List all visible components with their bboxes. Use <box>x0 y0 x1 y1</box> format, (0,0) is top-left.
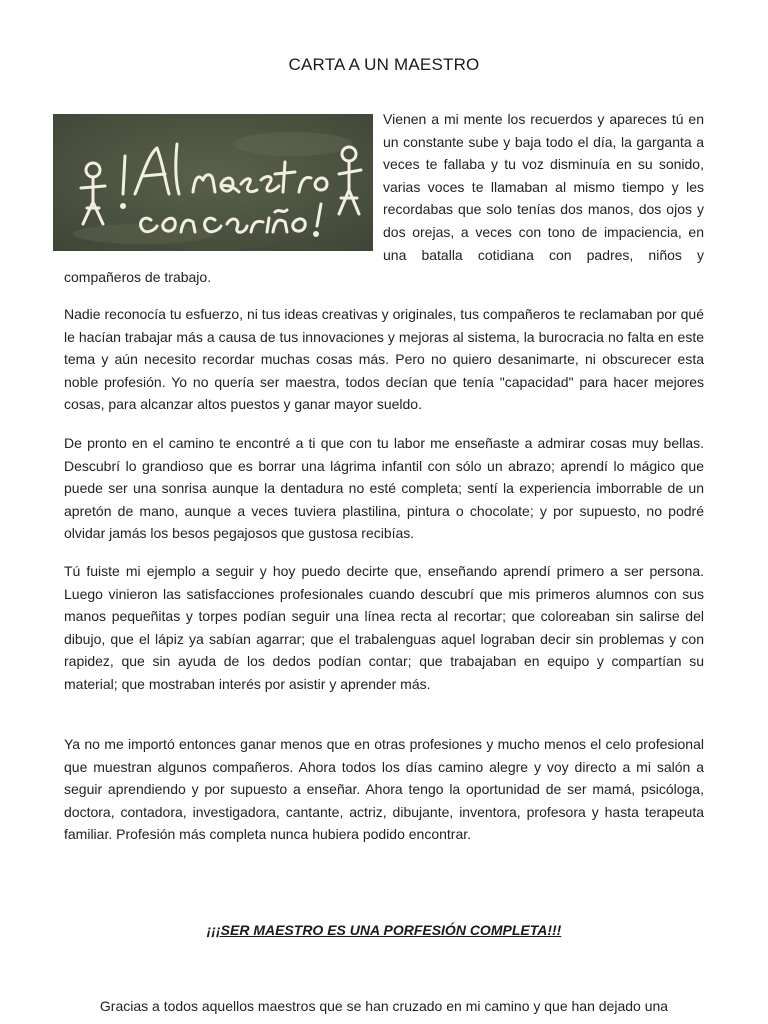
closing-line: Gracias a todos aquellos maestros que se han cruzado en mi camino y que han dejado una <box>99 998 669 1014</box>
document-title: CARTA A UN MAESTRO <box>288 55 480 74</box>
paragraph-5: Ya no me importó entonces ganar menos que en otras profesiones y mucho menos el celo profesional que muestran algunos compañeros. Ahora todos los días camino alegre y voy directo a mi salón a seguir aprendiendo y por supuesto a enseñar. Ahora tengo la oportunidad de ser mamá, psicóloga, doctora, contadora, investigadora, cantante, actriz, dibujante, inventora, profesora y hasta terapeuta familiar. Profesión más completa nunca hubiera podido encontrar. <box>64 736 704 843</box>
chalkboard-image <box>53 114 373 251</box>
paragraph-4: Tú fuiste mi ejemplo a seguir y hoy puedo decirte que, enseñando aprendí primero a ser persona. Luego vinieron las satisfacciones profesionales cuando descubrí que mis primeros alumnos con sus manos pequeñitas y torpes podían seguir una línea recta al recortar; que coloreaban sin salirse del dibujo, que el lápiz ya sabían agarrar; que el trabalenguas aquel lograban decir sin problemas y con rapidez, que sin ayuda de los dedos podían contar; que trabajaban en equipo y compartían su material; que mostraban interés por asistir y aprender más. <box>64 563 704 692</box>
chalkboard-lettering-image <box>53 114 373 251</box>
paragraph-intro <box>64 108 704 289</box>
paragraph-2: Nadie reconocía tu esfuerzo, ni tus ideas creativas y originales, tus compañeros te reclamaban por qué le hacían trabajar más a causa de tus innovaciones y mejoras al sistema, la burocracia no falta en este tema y aún necesito recordar muchas cosas más. Pero no quiero desanimarte, ni obscurecer esta noble profesión. Yo no quería ser maestra, todos decían que tenía "capacidad" para hacer mejores cosas, para alcanzar altos puestos y ganar mayor sueldo. <box>64 306 704 413</box>
paragraph-3: De pronto en el camino te encontré a ti que con tu labor me enseñaste a admirar cosas muy bellas. Descubrí lo grandioso que es borrar una lágrima infantil con sólo un abrazo; aprendí lo mágico que puede ser una sonrisa aunque la dentadura no esté completa; sentí la experiencia imborrable de un apretón de mano, aunque a veces tuviera plastilina, pintura o chocolate; y por supuesto, no podré olvidar jamás los besos pegajosos que gustosa recibías. <box>64 435 704 542</box>
paragraph-1-text: Vienen a mi mente los recuerdos y apareces tú en un constante sube y baja todo el día, la garganta a veces te fallaba y tu voz disminuía en su sonido, varias voces te llamaban al mismo tiempo y les recordabas que solo tenías dos manos, dos ojos y dos orejas, a veces con tono de impaciencia, en una batalla cotidiana con padres, niños y compañeros de trabajo. <box>64 111 704 286</box>
motto-heading: ¡¡¡SER MAESTRO ES UNA PORFESIÓN COMPLETA!!! <box>206 922 562 938</box>
